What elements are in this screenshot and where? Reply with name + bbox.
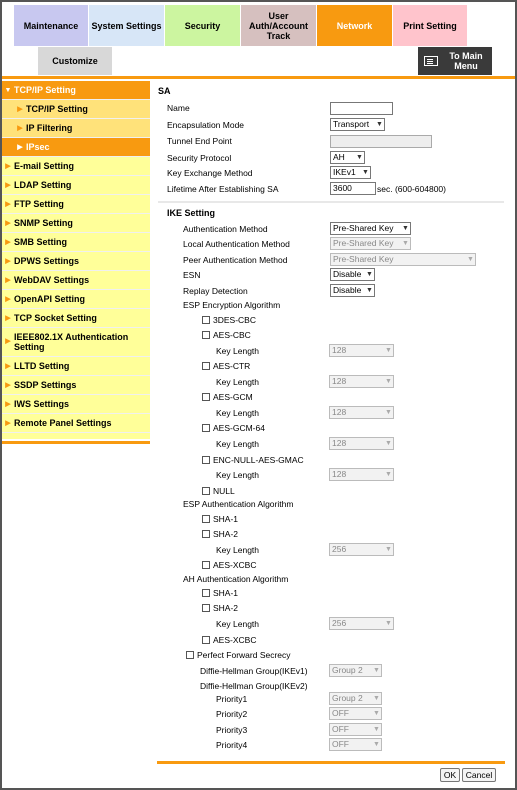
chevron-down-icon: ▼ (356, 154, 363, 161)
replay-detection-label: Replay Detection (183, 286, 248, 296)
sidebar-item-lltd-setting[interactable] (2, 357, 150, 376)
enc-null-checkbox[interactable] (202, 487, 210, 495)
sidebar-item-label: DPWS Settings (14, 256, 80, 266)
tab-user-auth[interactable]: User Auth/Account Track (241, 5, 316, 46)
chevron-down-icon: ▼ (373, 726, 380, 733)
aes-gcm64-key-length-select[interactable] (329, 437, 394, 450)
sidebar-item-label: SNMP Setting (14, 218, 73, 228)
aes-ctr-key-length-select[interactable] (329, 375, 394, 388)
replay-detection-select[interactable] (330, 284, 375, 297)
sidebar-item-ieee8021x-setting[interactable] (2, 328, 150, 357)
dh-ikev1-label: Diffie-Hellman Group(IKEv1) (200, 666, 308, 676)
sidebar-item-ldap-setting[interactable] (2, 176, 150, 195)
esp-aes-xcbc-checkbox[interactable] (202, 561, 210, 569)
esn-label: ESN (183, 270, 201, 280)
priority2-value: OFF (332, 708, 349, 718)
key-length-label: Key Length (216, 408, 260, 418)
chevron-down-icon: ▼ (373, 741, 380, 748)
lifetime-label: Lifetime After Establishing SA (167, 184, 279, 194)
name-label: Name (167, 103, 190, 113)
key-length-value: 128 (332, 376, 347, 386)
local-auth-label: Local Authentication Method (183, 239, 290, 249)
chevron-down-icon: ▼ (366, 287, 373, 294)
triangle-right-icon: ▶ (5, 363, 11, 370)
tab-customize[interactable]: Customize (38, 47, 112, 75)
enc-null-gmac-checkbox[interactable] (202, 456, 210, 464)
enc-3des-label: 3DES-CBC (213, 315, 256, 325)
dh-ikev2-label: Diffie-Hellman Group(IKEv2) (200, 681, 308, 691)
sidebar-item-label: LLTD Setting (14, 361, 70, 371)
sidebar-item-tcpip-setting[interactable] (2, 81, 150, 100)
dh-ikev1-value: Group 2 (332, 665, 363, 675)
key-length-value: 256 (332, 618, 347, 628)
sidebar-item-tcp-socket-setting[interactable] (2, 309, 150, 328)
tab-maintenance[interactable]: Maintenance (14, 5, 88, 46)
priority3-label: Priority3 (216, 725, 248, 735)
chevron-down-icon: ▼ (385, 546, 392, 553)
lifetime-unit: sec. (600-604800) (377, 184, 446, 194)
sidebar-item-snmp-setting[interactable] (2, 214, 150, 233)
triangle-right-icon: ▶ (5, 338, 11, 345)
sidebar-item-label: IEEE802.1X Authentication Setting (14, 332, 129, 352)
tab-system-settings[interactable]: System Settings (89, 5, 164, 46)
chevron-down-icon: ▼ (376, 121, 383, 128)
enc-aes-gcm-label: AES-GCM (213, 392, 253, 402)
sidebar-item-smb-setting[interactable] (2, 233, 150, 252)
sidebar-item-label: LDAP Setting (14, 180, 72, 190)
sidebar-item-label: OpenAPI Setting (14, 294, 86, 304)
triangle-right-icon: ▶ (5, 420, 11, 427)
triangle-right-icon: ▶ (5, 258, 11, 265)
sidebar-subitem-ipsec[interactable] (2, 138, 150, 157)
tab-print-setting[interactable]: Print Setting (393, 5, 467, 46)
key-exchange-value: IKEv1 (333, 167, 356, 177)
enc-aes-ctr-label: AES-CTR (213, 361, 251, 371)
enc-aes-gcm-checkbox[interactable] (202, 393, 210, 401)
chevron-down-icon: ▼ (373, 710, 380, 717)
esp-sha2-key-length-select[interactable] (329, 543, 394, 556)
triangle-right-icon: ▶ (5, 296, 11, 303)
ah-sha1-checkbox[interactable] (202, 589, 210, 597)
enc-aes-gcm64-checkbox[interactable] (202, 424, 210, 432)
triangle-right-icon: ▶ (5, 382, 11, 389)
auth-method-select[interactable] (330, 222, 411, 235)
aes-cbc-key-length-select[interactable] (329, 344, 394, 357)
key-length-label: Key Length (216, 377, 260, 387)
ah-sha2-key-length-select[interactable] (329, 617, 394, 630)
security-protocol-select[interactable] (330, 151, 365, 164)
chevron-down-icon: ▼ (385, 620, 392, 627)
esp-auth-label: ESP Authentication Algorithm (183, 499, 294, 509)
sidebar-divider (2, 441, 150, 444)
header-divider (2, 76, 515, 79)
sidebar-item-label: IPsec (26, 142, 50, 152)
enc-3des-checkbox[interactable] (202, 316, 210, 324)
ah-auth-label: AH Authentication Algorithm (183, 574, 289, 584)
auth-method-label: Authentication Method (183, 224, 268, 234)
sidebar-item-email-setting[interactable] (2, 157, 150, 176)
sidebar-item-label: IP Filtering (26, 123, 73, 133)
key-length-label: Key Length (216, 439, 260, 449)
enc-null-label: NULL (213, 486, 235, 496)
sidebar-footer (2, 433, 150, 439)
triangle-right-icon: ▶ (5, 220, 11, 227)
sidebar-item-label: FTP Setting (14, 199, 64, 209)
sidebar-item-ftp-setting[interactable] (2, 195, 150, 214)
priority3-select[interactable] (329, 723, 382, 736)
tunnel-end-point-input[interactable] (330, 135, 432, 148)
key-exchange-label: Key Exchange Method (167, 168, 253, 178)
auth-method-value: Pre-Shared Key (333, 223, 394, 233)
null-gmac-key-length-select[interactable] (329, 468, 394, 481)
chevron-down-icon: ▼ (373, 695, 380, 702)
chevron-down-icon: ▼ (373, 667, 380, 674)
triangle-right-icon: ▶ (17, 144, 23, 151)
esp-aes-xcbc-label: AES-XCBC (213, 560, 257, 570)
key-exchange-select[interactable] (330, 166, 371, 179)
sidebar-item-label: WebDAV Settings (14, 275, 90, 285)
main-menu-icon (424, 56, 438, 66)
sidebar-item-openapi-setting[interactable] (2, 290, 150, 309)
esp-sha2-checkbox[interactable] (202, 530, 210, 538)
triangle-right-icon: ▶ (5, 277, 11, 284)
ah-sha2-checkbox[interactable] (202, 604, 210, 612)
sidebar-item-label: Remote Panel Settings (14, 418, 112, 428)
enc-aes-ctr-checkbox[interactable] (202, 362, 210, 370)
encapsulation-value: Transport (333, 119, 370, 129)
key-length-value: 256 (332, 544, 347, 554)
sidebar-item-label: TCP/IP Setting (14, 85, 76, 95)
sidebar-item-label: IWS Settings (14, 399, 70, 409)
sidebar-item-label: TCP/IP Setting (26, 104, 88, 114)
sidebar-item-label: SMB Setting (14, 237, 67, 247)
enc-aes-cbc-label: AES-CBC (213, 330, 251, 340)
sa-heading: SA (158, 86, 171, 96)
esn-select[interactable] (330, 268, 375, 281)
priority3-value: OFF (332, 724, 349, 734)
triangle-right-icon: ▶ (5, 163, 11, 170)
sidebar-item-label: TCP Socket Setting (14, 313, 97, 323)
tab-security[interactable]: Security (165, 5, 240, 46)
ah-aes-xcbc-checkbox[interactable] (202, 636, 210, 644)
replay-detection-value: Disable (333, 285, 362, 295)
triangle-right-icon: ▶ (5, 182, 11, 189)
sidebar-item-label: SSDP Settings (14, 380, 77, 390)
local-auth-value: Pre-Shared Key (333, 238, 394, 248)
key-length-label: Key Length (216, 619, 260, 629)
peer-auth-label: Peer Authentication Method (183, 255, 288, 265)
sidebar-subitem-tcpip-setting[interactable] (2, 100, 150, 119)
key-length-value: 128 (332, 407, 347, 417)
chevron-down-icon: ▼ (385, 347, 392, 354)
esn-value: Disable (333, 269, 362, 279)
priority1-select[interactable] (329, 692, 382, 705)
peer-auth-select[interactable] (330, 253, 476, 266)
footer-divider (157, 761, 505, 764)
sidebar-subitem-ip-filtering[interactable] (2, 119, 150, 138)
priority1-value: Group 2 (332, 693, 363, 703)
local-auth-select[interactable] (330, 237, 411, 250)
sidebar-item-label: E-mail Setting (14, 161, 75, 171)
security-protocol-label: Security Protocol (167, 153, 232, 163)
encapsulation-label: Encapsulation Mode (167, 120, 245, 130)
sidebar-item-iws-settings[interactable] (2, 395, 150, 414)
dh-ikev1-select[interactable] (329, 664, 382, 677)
aes-gcm-key-length-select[interactable] (329, 406, 394, 419)
encapsulation-select[interactable] (330, 118, 385, 131)
enc-aes-gcm64-label: AES-GCM-64 (213, 423, 265, 433)
chevron-down-icon: ▼ (385, 409, 392, 416)
chevron-down-icon: ▼ (385, 440, 392, 447)
priority2-select[interactable] (329, 707, 382, 720)
key-length-label: Key Length (216, 346, 260, 356)
triangle-right-icon: ▶ (5, 401, 11, 408)
key-length-value: 128 (332, 438, 347, 448)
sidebar (2, 81, 150, 444)
esp-encryption-label: ESP Encryption Algorithm (183, 300, 281, 310)
triangle-down-icon: ▼ (4, 86, 12, 94)
priority1-label: Priority1 (216, 694, 248, 704)
triangle-right-icon: ▶ (17, 106, 23, 113)
chevron-down-icon: ▼ (366, 271, 373, 278)
ike-setting-heading: IKE Setting (167, 208, 216, 218)
priority4-label: Priority4 (216, 740, 248, 750)
esp-sha2-label: SHA-2 (213, 529, 239, 539)
priority4-value: OFF (332, 739, 349, 749)
sidebar-item-dpws-settings[interactable] (2, 252, 150, 271)
triangle-right-icon: ▶ (5, 201, 11, 208)
tunnel-end-point-label: Tunnel End Point (167, 136, 232, 146)
chevron-down-icon: ▼ (362, 169, 369, 176)
ah-sha1-label: SHA-1 (213, 588, 239, 598)
key-length-value: 128 (332, 345, 347, 355)
priority2-label: Priority2 (216, 709, 248, 719)
chevron-down-icon: ▼ (467, 256, 474, 263)
key-length-label: Key Length (216, 545, 260, 555)
chevron-down-icon: ▼ (402, 225, 409, 232)
to-main-menu-label: To Main Menu (449, 51, 483, 71)
chevron-down-icon: ▼ (402, 240, 409, 247)
section-divider (158, 201, 504, 203)
ah-sha2-label: SHA-2 (213, 603, 239, 613)
chevron-down-icon: ▼ (385, 378, 392, 385)
name-input[interactable] (330, 102, 393, 115)
lifetime-input[interactable]: 3600 (330, 182, 376, 195)
pfs-checkbox[interactable] (186, 651, 194, 659)
ah-aes-xcbc-label: AES-XCBC (213, 635, 257, 645)
enc-null-gmac-label: ENC-NULL-AES-GMAC (213, 455, 304, 465)
ok-button[interactable]: OK (440, 768, 460, 782)
esp-sha1-checkbox[interactable] (202, 515, 210, 523)
peer-auth-value: Pre-Shared Key (333, 254, 394, 264)
security-protocol-value: AH (333, 152, 345, 162)
sidebar-item-ssdp-settings[interactable] (2, 376, 150, 395)
tab-network[interactable]: Network (317, 5, 392, 46)
pfs-label: Perfect Forward Secrecy (197, 650, 291, 660)
priority4-select[interactable] (329, 738, 382, 751)
enc-aes-cbc-checkbox[interactable] (202, 331, 210, 339)
chevron-down-icon: ▼ (385, 471, 392, 478)
key-length-label: Key Length (216, 470, 260, 480)
key-length-value: 128 (332, 469, 347, 479)
cancel-button[interactable]: Cancel (462, 768, 496, 782)
esp-sha1-label: SHA-1 (213, 514, 239, 524)
to-main-menu-button[interactable] (418, 47, 492, 75)
sidebar-item-remote-panel-settings[interactable] (2, 414, 150, 433)
triangle-right-icon: ▶ (5, 315, 11, 322)
sidebar-item-webdav-settings[interactable] (2, 271, 150, 290)
triangle-right-icon: ▶ (5, 239, 11, 246)
triangle-right-icon: ▶ (17, 125, 23, 132)
